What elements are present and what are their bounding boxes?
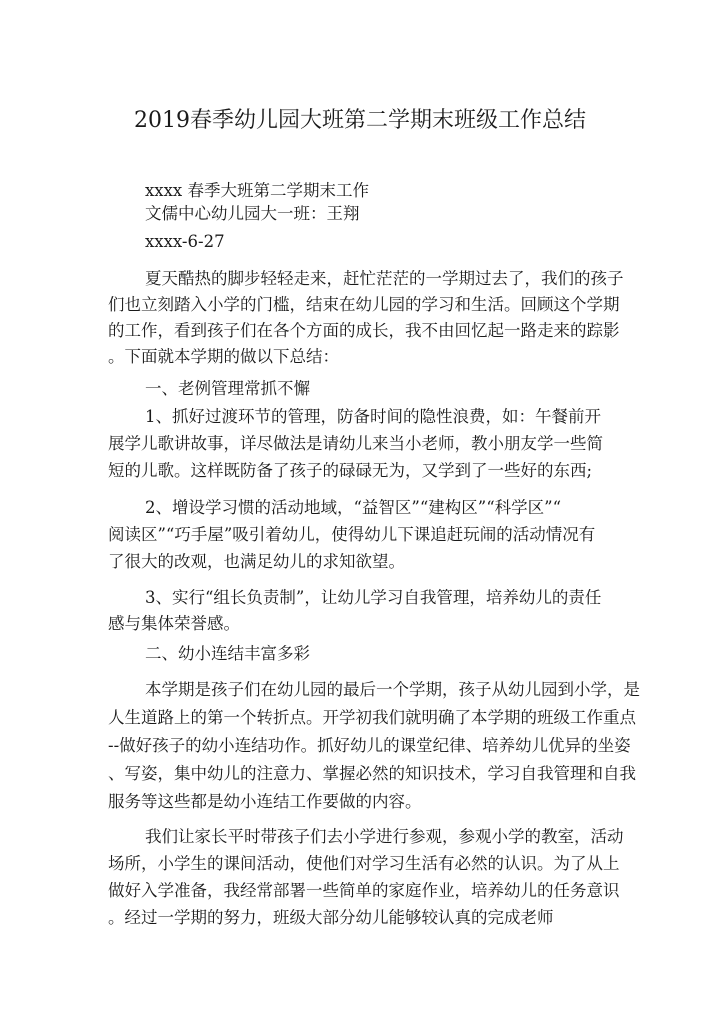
paragraph-line: 服务等这些都是幼小连结工作要做的内容。: [108, 792, 422, 811]
paragraph-line: --做好孩子的幼小连结功作。抓好幼儿的课堂纪律、培养幼儿优异的坐姿: [108, 736, 631, 755]
paragraph-line: 。经过一学期的努力，班级大部分幼儿能够较认真的完成老师: [108, 908, 554, 927]
list-item-line: 1、抓好过渡环节的管理，防备时间的隐性浪费，如：午餐前开: [145, 407, 601, 426]
paragraph-line: 场所，小学生的课间活动，使他们对学习生活有必然的认识。为了从上: [108, 854, 620, 873]
header-line: 文儒中心幼儿园大一班：王翔: [145, 204, 360, 223]
paragraph-line: 们也立刻踏入小学的门槛，结束在幼儿园的学习和生活。回顾这个学期: [108, 295, 620, 314]
list-item-line: 展学儿歌讲故事，详尽做法是请幼儿来当小老师，教小朋友学一些简: [108, 434, 603, 453]
paragraph-line: 人生道路上的第一个转折点。开学初我们就明确了本学期的班级工作重点: [108, 708, 636, 727]
section-heading: 二、幼小连结丰富多彩: [145, 644, 310, 663]
list-item-line: 阅读区”“巧手屋”吸引着幼儿，使得幼儿下课追赶玩闹的活动情况有: [108, 525, 596, 544]
list-item-line: 3、实行“组长负责制”，让幼儿学习自我管理，培养幼儿的责任: [145, 588, 602, 607]
paragraph-line: 夏天酷热的脚步轻轻走来，赶忙茫茫的一学期过去了，我们的孩子: [145, 269, 624, 288]
paragraph-line: 本学期是孩子们在幼儿园的最后一个学期，孩子从幼儿园到小学，是: [145, 680, 640, 699]
list-item-line: 感与集体荣誉感。: [108, 614, 240, 633]
header-line: xxxx 春季大班第二学期末工作: [145, 181, 369, 200]
section-heading: 一、老例管理常抓不懈: [145, 379, 310, 398]
paragraph-line: 做好入学准备，我经常部署一些简单的家庭作业，培养幼儿的任务意识: [108, 881, 620, 900]
document-title: 2019春季幼儿园大班第二学期末班级工作总结: [134, 108, 586, 133]
list-item-line: 短的儿歌。这样既防备了孩子的碌碌无为，又学到了一些好的东西;: [108, 461, 593, 480]
paragraph-line: 、写姿，集中幼儿的注意力、掌握必然的知识技术，学习自我管理和自我: [108, 764, 636, 783]
list-item-line: 2、增设学习惯的活动地域，“益智区”“建构区”“科学区”“: [145, 498, 562, 517]
paragraph-line: 我们让家长平时带孩子们去小学进行参观，参观小学的教室，活动: [145, 827, 624, 846]
list-item-line: 了很大的改观，也满足幼儿的求知欲望。: [108, 552, 405, 571]
header-date: xxxx-6-27: [145, 232, 225, 251]
paragraph-line: 的工作，看到孩子们在各个方面的成长，我不由回忆起一路走来的踪影: [108, 321, 620, 340]
paragraph-line: 。下面就本学期的做以下总结：: [108, 347, 339, 366]
